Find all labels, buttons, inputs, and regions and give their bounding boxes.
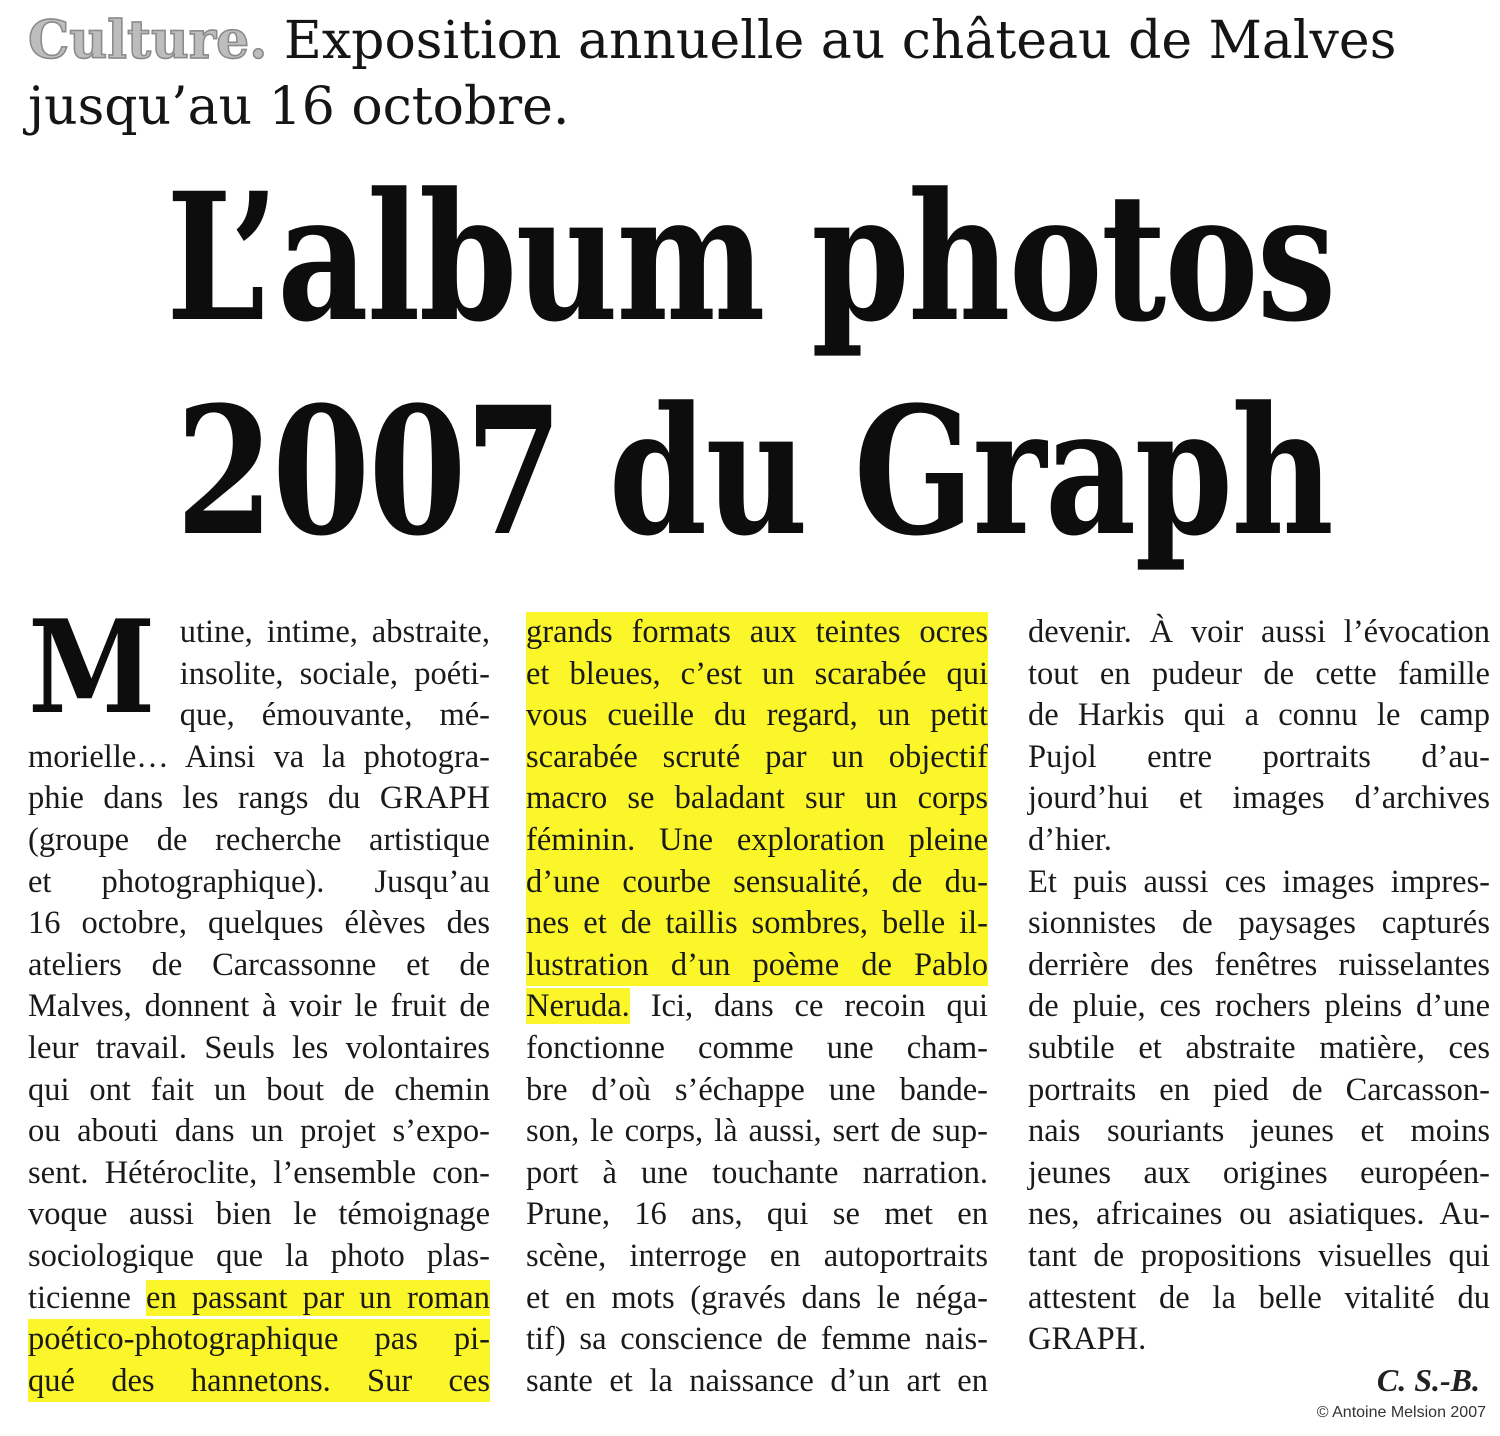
column-text: Ici, dans ce recoin qui — [629, 988, 988, 1025]
column-line — [526, 654, 988, 696]
rubric-label: Culture. — [28, 10, 268, 71]
column-line — [28, 1319, 490, 1361]
column-line: que, émouvante, mé- — [179, 697, 490, 734]
column-line: sionnistes de paysages capturés — [1028, 905, 1490, 942]
column-line — [526, 903, 988, 945]
column-line — [28, 1278, 490, 1320]
column-line: de pluie, ces rochers pleins d’une — [1028, 988, 1490, 1025]
column-line: son, le corps, là aussi, sert de sup- — [526, 1113, 988, 1150]
column-line: sent. Hétéroclite, l’ensemble con- — [28, 1154, 490, 1191]
column-line: phie dans les rangs du GRAPH — [28, 780, 490, 817]
column-line: 16 octobre, quelques élèves des — [28, 905, 490, 942]
column-line: portraits en pied de Carcasson- — [1028, 1071, 1490, 1108]
highlighted-text: grands formats aux teintes ocres — [526, 614, 988, 650]
column-line: Prune, 16 ans, qui se met en — [526, 1196, 988, 1233]
column-line: insolite, sociale, poéti- — [179, 655, 490, 692]
column-line: tout en pudeur de cette famille — [1028, 655, 1490, 692]
column-line: d’hier. — [1028, 821, 1112, 858]
article-column-1 — [28, 593, 490, 1402]
column-line — [526, 986, 988, 1028]
column-line: derrière des fenêtres ruisselantes — [1028, 946, 1490, 983]
highlighted-text: vous cueille du regard, un petit — [526, 697, 988, 734]
column-line: Malves, donnent à voir le fruit de — [28, 988, 490, 1025]
highlighted-text: lustration d’un poème de Pablo — [526, 946, 988, 983]
column-line: fonctionne comme une cham- — [526, 1029, 988, 1066]
highlighted-text: nes et de taillis sombres, belle il- — [526, 905, 988, 942]
column-line: de Harkis qui a connu le camp — [1028, 697, 1490, 734]
highlighted-text: poético-photographique pas pi- — [28, 1321, 490, 1358]
copyright-notice: © Antoine Melsion 2007 — [1316, 1404, 1486, 1421]
column-line: ateliers de Carcassonne et de — [28, 946, 490, 983]
column-line: port à une touchante narration. — [526, 1154, 988, 1191]
column-line: (groupe de recherche artistique — [28, 821, 490, 858]
column-line: jourd’hui et images d’archives — [1028, 780, 1490, 817]
highlighted-text: féminin. Une exploration pleine — [526, 821, 988, 858]
column-line: morielle… Ainsi va la photogra- — [28, 738, 490, 775]
highlighted-text: Neruda. — [526, 988, 630, 1025]
column-line: et photographique). Jusqu’au — [28, 863, 490, 900]
highlighted-text: macro se baladant sur un corps — [526, 780, 988, 817]
column-text: ticienne — [28, 1279, 147, 1316]
drop-cap: M — [28, 593, 156, 743]
article-column-3 — [1028, 612, 1490, 1361]
column-line — [526, 778, 988, 820]
author-signature: C. S.-B. — [1376, 1362, 1480, 1398]
column-line: leur travail. Seuls les volontaires — [28, 1029, 490, 1066]
column-line: tif) sa conscience de femme nais- — [526, 1321, 988, 1358]
column-line — [526, 820, 988, 862]
headline-line-2: 2007 du Graph — [175, 368, 1333, 575]
column-line: tant de propositions visuelles qui — [1028, 1237, 1490, 1274]
column-line: bre d’où s’échappe une bande- — [526, 1071, 988, 1108]
kicker-text: Exposition annuelle au château de Malves jusqu’au 16 octobre. — [28, 11, 1397, 137]
highlighted-text: et bleues, c’est un scarabée qui — [526, 655, 988, 692]
headline-line-1: L’album photos — [166, 154, 1335, 361]
column-line — [526, 945, 988, 987]
column-line: scène, interroge en autoportraits — [526, 1237, 988, 1274]
column-line: Et puis aussi ces images impres- — [1028, 863, 1490, 900]
column-line: sociologique que la photo plas- — [28, 1237, 490, 1274]
column-line: nais souriants jeunes et moins — [1028, 1113, 1490, 1150]
column-line: subtile et abstraite matière, ces — [1028, 1029, 1490, 1066]
column-line: voque aussi bien le témoignage — [28, 1196, 490, 1233]
column-line — [526, 862, 988, 904]
column-line — [28, 1361, 490, 1403]
highlighted-text: qué des hannetons. Sur ces — [28, 1362, 490, 1399]
column-line: Pujol entre portraits d’au- — [1028, 738, 1490, 775]
column-line: ou abouti dans un projet s’expo- — [28, 1113, 490, 1150]
column-line: et en mots (gravés dans le néga- — [526, 1279, 988, 1316]
column-line — [526, 737, 988, 779]
highlighted-text: en passant par un roman — [146, 1279, 490, 1316]
highlighted-text: d’une courbe sensualité, de du- — [526, 863, 988, 900]
column-line: utine, intime, abstraite, — [179, 614, 490, 650]
column-line: devenir. À voir aussi l’évocation — [1028, 614, 1490, 650]
kicker — [28, 8, 1488, 140]
column-line: attestent de la belle vitalité du — [1028, 1279, 1490, 1316]
column-line — [526, 612, 988, 654]
article-column-2 — [526, 612, 988, 1402]
column-line — [526, 695, 988, 737]
highlighted-text: scarabée scruté par un objectif — [526, 738, 988, 775]
column-line: jeunes aux origines européen- — [1028, 1154, 1490, 1191]
column-line: nes, africaines ou asiatiques. Au- — [1028, 1196, 1490, 1233]
column-line: qui ont fait un bout de chemin — [28, 1071, 490, 1108]
column-line: sante et la naissance d’un art en — [526, 1362, 988, 1399]
column-line: GRAPH. — [1028, 1321, 1147, 1358]
